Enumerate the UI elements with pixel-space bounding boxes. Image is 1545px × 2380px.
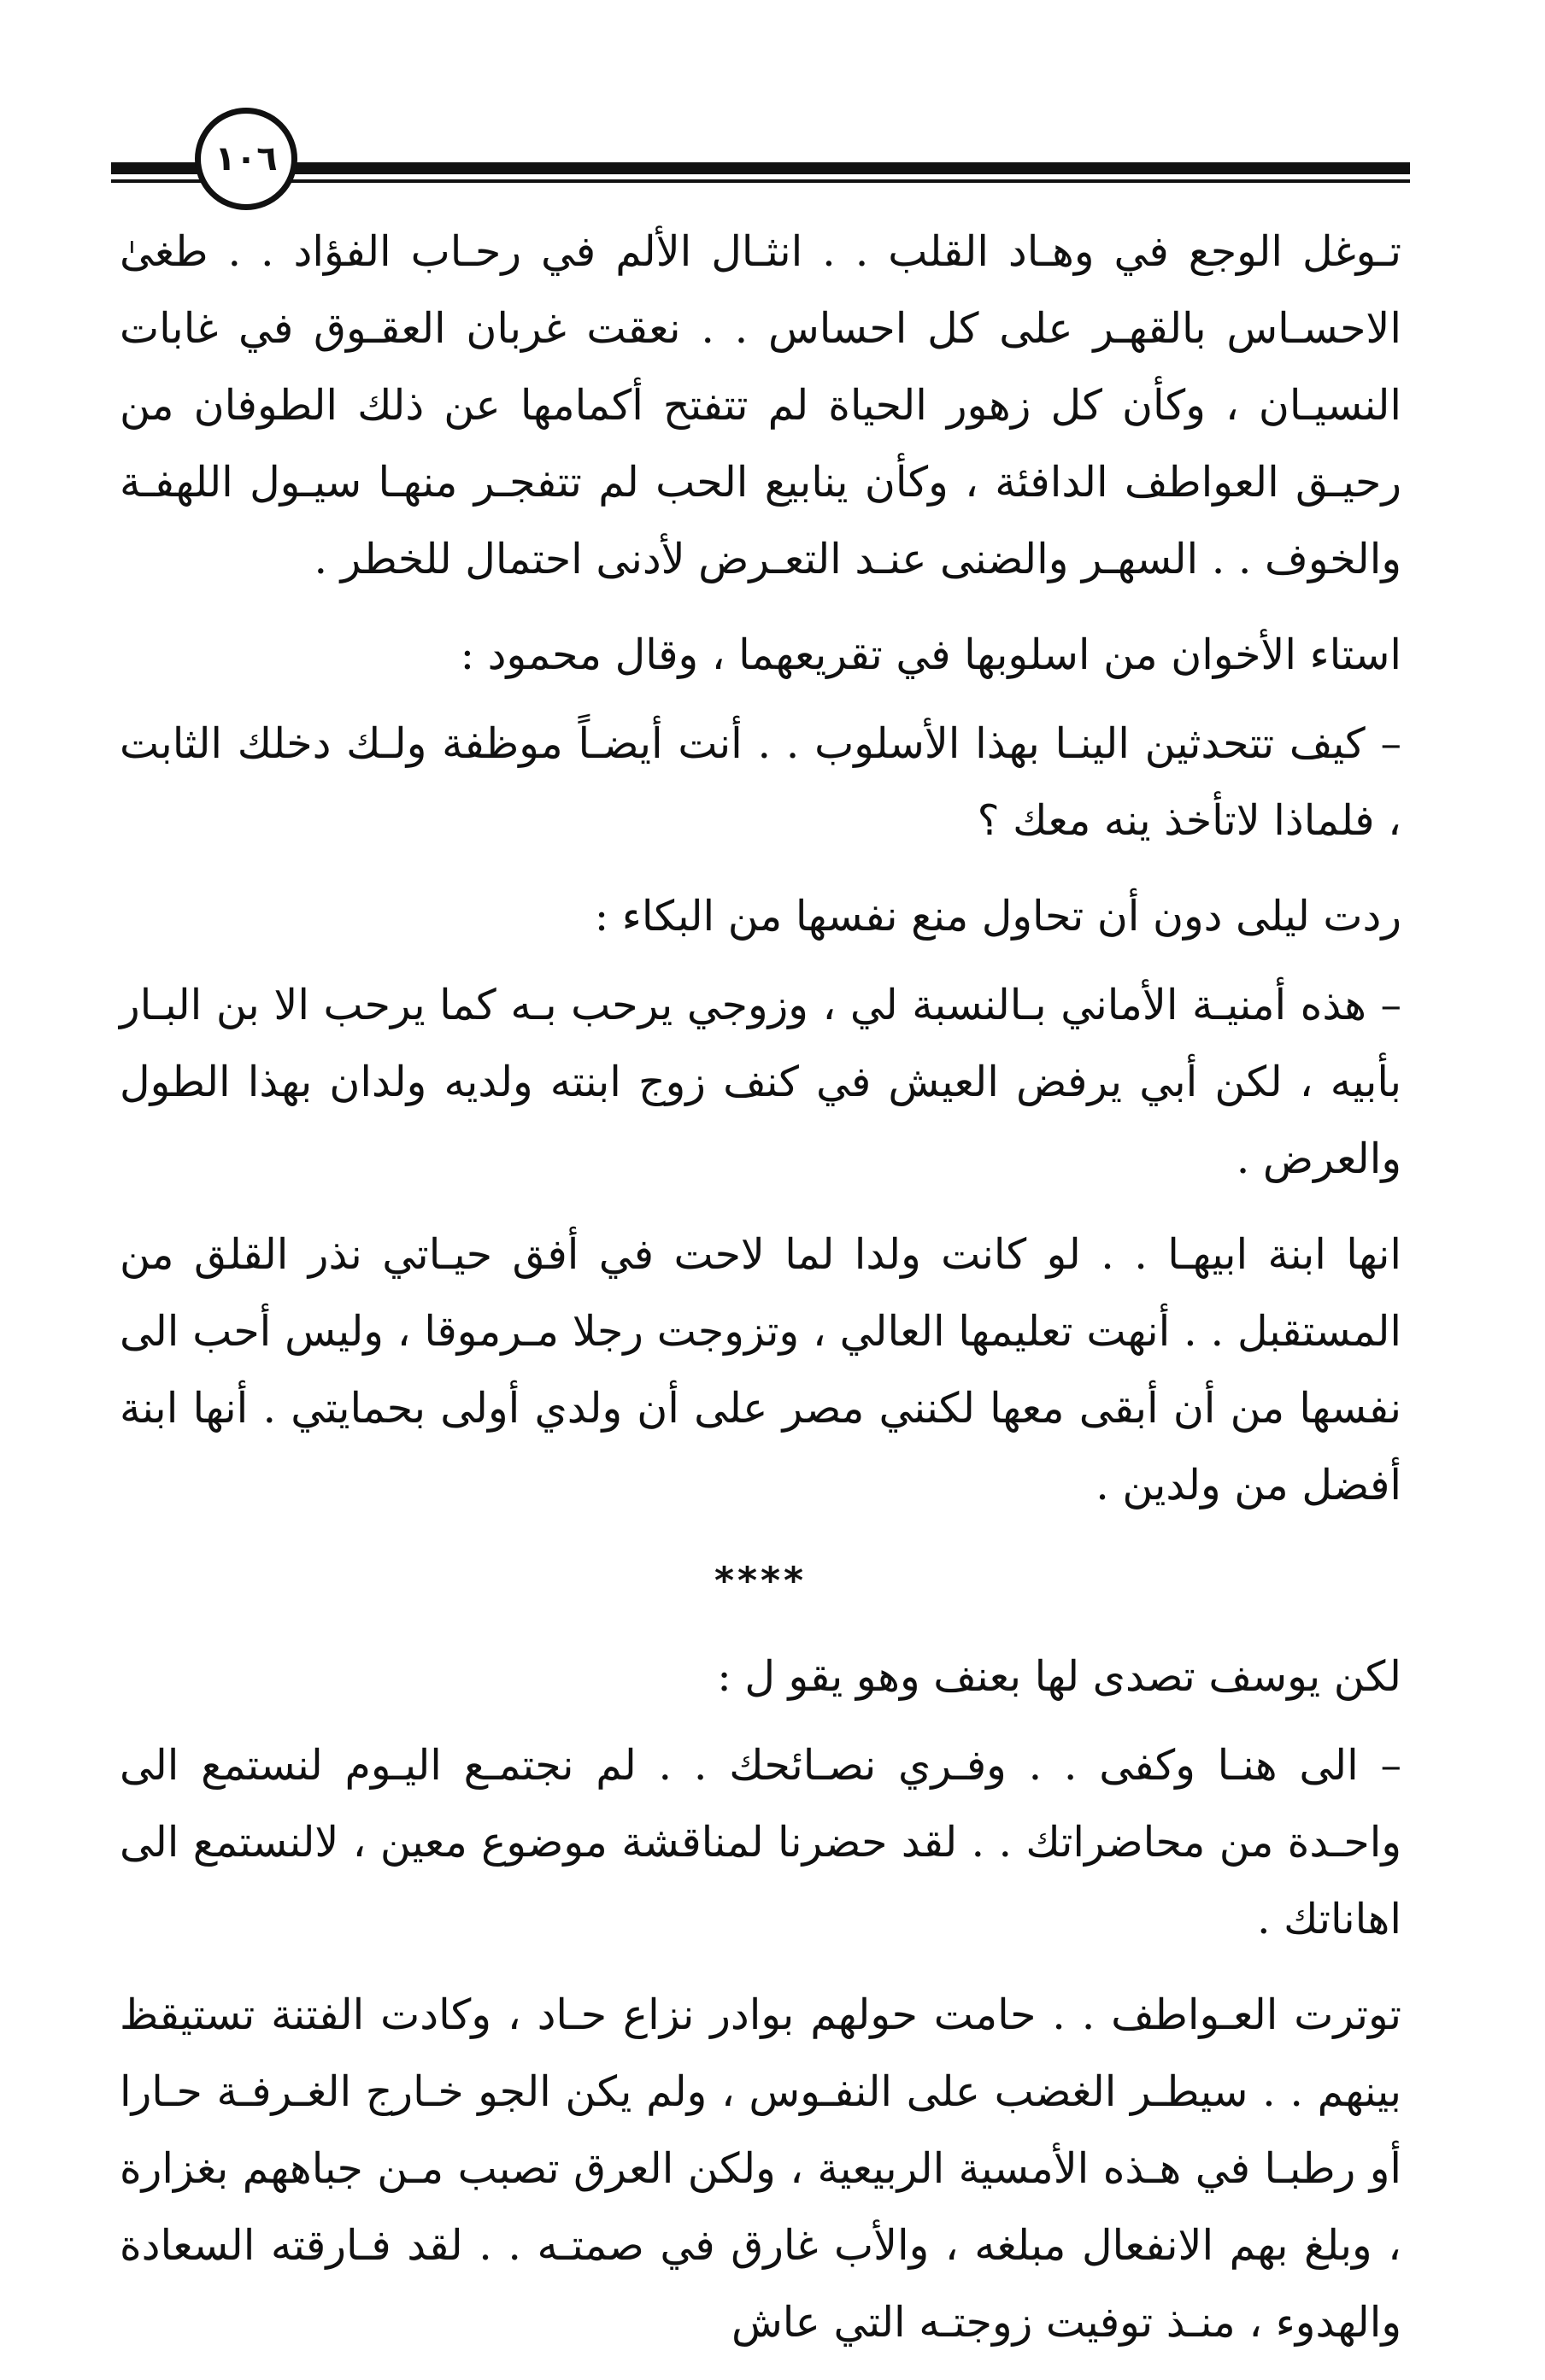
body-text: [120, 214, 1401, 2380]
paragraph: توترت العـواطف . . حامت حولهم بوادر نزاع حـاد ، وكادت الفتنة تستيقظ بينهم . . سيطـر الغضب على النفـوس ، ولم يكن الجو خـارج الغـرفـة حـارا أو رطبـا في هـذه الأمسية الربيعية ، ولكن العرق تصبب مـن جباههم بغزارة ، وبلغ بهم الانفعال مبلغه ، والأب غارق في صمتـه . . لقد فـارقته السعادة والهدوء ، منـذ توفيت زوجتـه التي عاش: [120, 1990, 1401, 2347]
paragraph: – هذه أمنيـة الأماني بـالنسبة لي ، وزوجي يرحب بـه كما يرحب الا بن البـار بأبيه ، لكن أبي يرفض العيش في كنف زوج ابنته ولديه ولدان بهذا الطول والعرض .: [120, 981, 1401, 1183]
paragraph: انها ابنة ابيهـا . . لو كانت ولدا لما لاحت في أفق حيـاتي نذر القلق من المستقبل . . أنهت تعليمها العالي ، وتزوجت رجلا مـرموقا ، وليس أحب الى نفسها من أن أبقى معها لكنني مصر على أن ولدي أولى بحمايتي . أنها ابنة أفضل من ولدين .: [120, 1230, 1401, 1509]
paragraph: – كيف تتحدثين الينـا بهذا الأسلوب . . أنت أيضـاً موظفة ولـك دخلك الثابت ، فلماذا لاتأخذ ينه معك ؟: [120, 719, 1401, 845]
paragraph: – الى هنـا وكفى . . وفـري نصـائحك . . لم نجتمـع اليـوم لنستمع الى واحـدة من محاضراتك . . لقد حضرنا لمناقشة موضوع معين ، لالنستمع الى اهاناتك .: [120, 1741, 1401, 1943]
header-rule: [111, 162, 1410, 174]
paragraph: ردت ليلى دون أن تحاول منع نفسها من البكاء :: [594, 892, 1401, 941]
page-number: ١٠٦: [195, 108, 297, 210]
paragraph: لكن يوسف تصدى لها بعنف وهو يقو ل :: [717, 1652, 1401, 1701]
section-separator: ****: [714, 1559, 808, 1603]
header-rule-thin: [111, 179, 1410, 183]
paragraph: استاء الأخوان من اسلوبها في تقريعهما ، وقال محمود :: [460, 630, 1401, 679]
paragraph: تـوغل الوجع في وهـاد القلب . . انثـال الألم في رحـاب الفؤاد . . طغىٰ الاحسـاس بالقهـر على كل احساس . . نعقت غربان العقـوق في غابات النسيـان ، وكأن كل زهور الحياة لم تتفتح أكمامها عن ذلك الطوفان من رحيـق العواطف الدافئة ، وكأن ينابيع الحب لم تتفجـر منهـا سيـول اللهفـة والخوف . . السهـر والضنى عنـد التعـرض لأدنى احتمال للخطر .: [120, 227, 1401, 583]
